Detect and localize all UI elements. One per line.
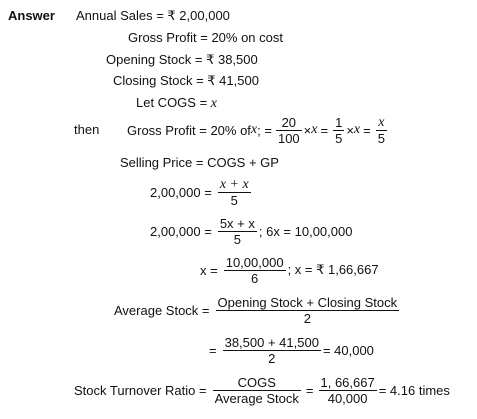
- frac-x-5: [376, 115, 387, 146]
- frac-1-5-num: 1: [335, 114, 343, 130]
- opening-stock: Opening Stock = ₹ 38,500: [106, 52, 258, 67]
- gp-x-1: x: [311, 122, 318, 137]
- avg2-den: 2: [268, 350, 276, 366]
- gp-var: x: [250, 122, 258, 137]
- let-cogs-prefix: Let COGS =: [136, 95, 211, 110]
- eq3-fraction: [224, 255, 286, 286]
- eq1-num: x + x: [219, 176, 249, 192]
- avg2-fraction: [223, 335, 321, 366]
- eq3-lhs: x =: [200, 262, 218, 278]
- avg-lhs: Average Stock =: [114, 302, 210, 318]
- avg2-rhs: = 40,000: [322, 342, 374, 358]
- average-stock-formula: [114, 290, 401, 330]
- times-2: ×: [346, 122, 354, 138]
- eq1-den: 5: [230, 192, 238, 208]
- eq3-den: 6: [251, 270, 259, 286]
- ratio-fraction-1: [213, 375, 301, 406]
- frac-x-5-den: 5: [377, 130, 385, 146]
- frac-1-5-den: 5: [335, 130, 343, 146]
- selling-price: Selling Price = COGS + GP: [120, 155, 279, 170]
- answer-heading: Answer: [8, 8, 55, 23]
- average-stock-value: [209, 330, 374, 370]
- gp-prefix: Gross Profit = 20% of: [127, 122, 251, 138]
- eq2-lhs: 2,00,000 =: [150, 223, 212, 239]
- avg2-lhs: =: [209, 342, 217, 358]
- ratio-eq: =: [305, 382, 314, 398]
- eq2-den: 5: [233, 231, 241, 247]
- equation-2: [150, 211, 352, 251]
- times-1: ×: [303, 122, 312, 138]
- ratio-fraction-2: [319, 375, 377, 406]
- annual-sales: Annual Sales = ₹ 2,00,000: [76, 8, 230, 23]
- ratio-lhs: Stock Turnover Ratio =: [74, 382, 207, 398]
- equation-3: [200, 250, 379, 290]
- frac-20-100-num: 20: [276, 115, 302, 131]
- frac-20-100: [276, 115, 302, 146]
- eq-1: =: [320, 122, 329, 138]
- frac-20-100-den: 100: [277, 130, 300, 146]
- ratio-num1: COGS: [213, 375, 301, 391]
- let-cogs-var: x: [210, 96, 218, 111]
- then-word: then: [74, 122, 100, 137]
- closing-stock: Closing Stock = ₹ 41,500: [113, 73, 259, 88]
- gp-semicolon: ; =: [257, 122, 272, 138]
- eq2-rhs: ; 6x = 10,00,000: [258, 223, 353, 239]
- avg-den: 2: [303, 310, 311, 326]
- eq3-rhs: ; x = ₹ 1,66,667: [287, 262, 379, 277]
- eq2-fraction: [218, 216, 257, 247]
- gp-x-2: x: [353, 122, 361, 137]
- eq2-num: 5x + x: [219, 215, 255, 231]
- eq3-num: 10,00,000: [225, 254, 284, 270]
- equation-1: [150, 172, 253, 212]
- answer-label: [8, 8, 55, 24]
- avg-num: Opening Stock + Closing Stock: [217, 294, 398, 310]
- eq1-fraction: [218, 177, 251, 208]
- avg-fraction: [216, 295, 400, 326]
- eq1-lhs: 2,00,000 =: [150, 184, 212, 200]
- frac-x-5-num: x: [376, 115, 387, 131]
- ratio-den1: Average Stock: [214, 390, 299, 406]
- avg2-num: 38,500 + 41,500: [224, 334, 319, 350]
- gross-profit-given: Gross Profit = 20% on cost: [128, 30, 283, 45]
- frac-1-5: [333, 115, 344, 146]
- eq-2: =: [363, 122, 371, 138]
- ratio-den2: 40,000: [327, 390, 368, 406]
- gp-equation: [127, 110, 389, 150]
- stock-turnover-ratio: [74, 370, 450, 410]
- ratio-rhs: = 4.16 times: [378, 382, 450, 398]
- ratio-num2: 1, 66,667: [320, 374, 375, 390]
